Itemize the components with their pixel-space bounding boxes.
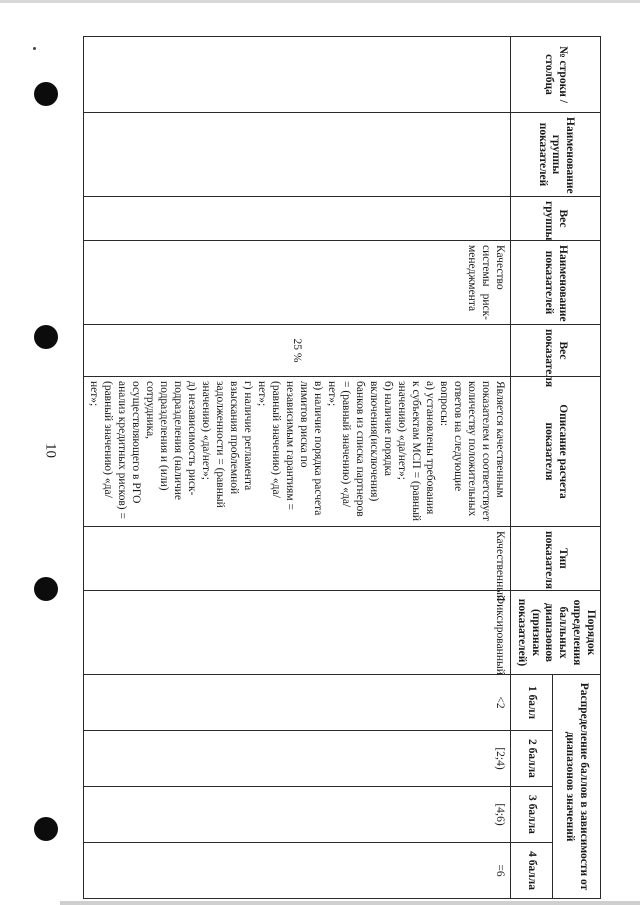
- scan-speck: [33, 47, 36, 50]
- header-score-2: 2 балла: [511, 731, 553, 787]
- cell-group-weight: [83, 197, 510, 241]
- cell-indicator-type: Качественный: [83, 527, 510, 591]
- cell-group-name: [83, 113, 510, 197]
- cell-score-2: [2;4): [83, 731, 510, 787]
- cell-calc-description: [83, 377, 510, 527]
- header-row-top: [553, 37, 601, 899]
- header-indicator-name: Наименование показателей: [511, 241, 601, 325]
- table-row: [83, 37, 510, 899]
- header-score-4: 4 балла: [511, 843, 553, 899]
- cell-indicator-name: Качество системы риск-менеджмента: [83, 241, 510, 325]
- cell-score-1: <2: [83, 675, 510, 731]
- punch-hole-upper-middle: [34, 325, 58, 349]
- header-range-order: Порядок определения балльных диапазонов (признак показателей): [511, 591, 601, 675]
- header-indicator-weight: Вес показателя: [511, 325, 601, 377]
- description-line: количеству положительных ответов на следующие вопросы:: [437, 381, 478, 517]
- punch-hole-bottom: [34, 817, 58, 841]
- description-line: Является качественным показателем и соответствует: [479, 381, 506, 521]
- scan-edge-bottom: [60, 901, 640, 905]
- cell-indicator-weight: 25 %: [83, 325, 510, 377]
- description-line: д) независимость риск-подразделения (наличие подразделения и (или) сотрудника, осуществляющего в РГО анализ кредитных рисков) = (равный значению) «да/нет»;: [87, 381, 198, 519]
- description-line: г) наличие регламента взыскания проблемной задолженности = (равный значению) «да/нет»;: [199, 381, 254, 508]
- header-indicator-type: Тип показателя: [511, 527, 601, 591]
- scoring-table: [83, 36, 601, 899]
- header-calc-description: Описание расчета показателя: [511, 377, 601, 527]
- header-group-weight: Вес группы: [511, 197, 601, 241]
- page-number: 10: [42, 443, 59, 458]
- header-group-name: Наименование группы показателей: [511, 113, 601, 197]
- cell-row-no: [83, 37, 510, 113]
- scan-edge-top: [0, 0, 640, 3]
- description-line: б) наличие порядка включения(исключения) банков из списка партнеров = (равный значению) «да/нет»;: [325, 381, 394, 517]
- cell-score-4: =6: [83, 843, 510, 899]
- description-line: в) наличие порядка расчета лимитов риска по независимым гарантиям = (равный значению) «да/нет»;: [255, 381, 324, 516]
- punch-hole-lower-middle: [34, 577, 58, 601]
- header-score-1: 1 балл: [511, 675, 553, 731]
- header-score-3: 3 балла: [511, 787, 553, 843]
- header-row-no: № строки / столбца: [511, 37, 601, 113]
- header-score-distribution: Распределение баллов в зависимости от диапазонов значений: [553, 675, 601, 899]
- description-line: а) установлены требования к субъектам МСП = (равный значению) «да/нет»;: [395, 381, 436, 522]
- rotated-table-container: [83, 36, 601, 898]
- cell-range-order: Фиксированный: [83, 591, 510, 675]
- punch-hole-top: [34, 82, 58, 106]
- cell-score-3: [4;6): [83, 787, 510, 843]
